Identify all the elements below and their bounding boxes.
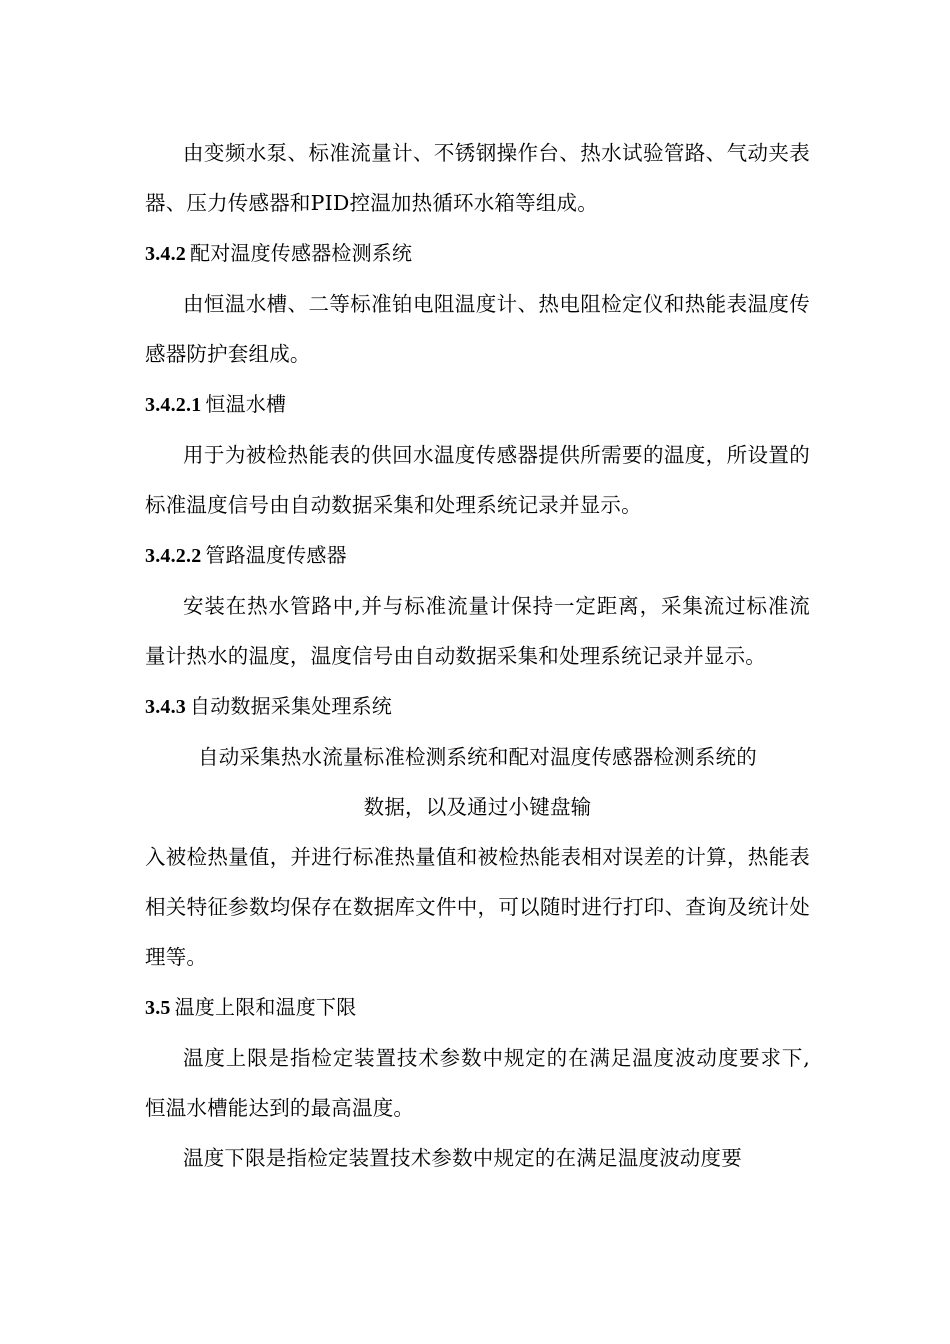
paragraph-acquisition-line-1: 自动采集热水流量标准检测系统和配对温度传感器检测系统的 (198, 745, 757, 769)
paragraph-acquisition-line-2: 数据，以及通过小键盘输 (363, 795, 592, 819)
heading-title: 温度上限和温度下限 (174, 995, 357, 1019)
heading-3-4-2-2 (145, 530, 810, 581)
heading-number: 3.4.2.1 (145, 394, 202, 416)
heading-title: 管路温度传感器 (205, 543, 347, 567)
heading-3-4-2-1 (145, 379, 810, 430)
heading-3-5 (145, 982, 810, 1033)
heading-title: 恒温水槽 (205, 392, 287, 416)
heading-number: 3.4.2 (145, 243, 186, 265)
paragraph-acquisition-rest: 入被检热量值，并进行标准热量值和被检热能表相对误差的计算，热能表相关特征参数均保存在数据库文件中，可以随时进行打印、查询及统计处理等。 (145, 845, 810, 969)
heading-3-4-3 (145, 681, 810, 732)
paragraph-lower-limit: 温度下限是指检定装置技术参数中规定的在满足温度波动度要 (183, 1146, 742, 1170)
heading-title: 配对温度传感器检测系统 (190, 241, 413, 265)
heading-number: 3.4.3 (145, 696, 186, 718)
paragraph-temp-sensor-system: 由恒温水槽、二等标准铂电阻温度计、热电阻检定仪和热能表温度传感器防护套组成。 (145, 292, 810, 366)
heading-3-4-2 (145, 228, 810, 279)
paragraph-upper-limit: 温度上限是指检定装置技术参数中规定的在满足温度波动度要求下,恒温水槽能达到的最高温度。 (145, 1046, 810, 1120)
paragraph-flow-system: 由变频水泵、标准流量计、不锈钢操作台、热水试验管路、气动夹表器、压力传感器和PID控温加热循环水箱等组成。 (145, 141, 810, 215)
document-page (145, 128, 810, 1183)
paragraph-pipe-sensor: 安装在热水管路中,并与标准流量计保持一定距离，采集流过标准流量计热水的温度，温度信号由自动数据采集和处理系统记录并显示。 (145, 594, 810, 668)
heading-number: 3.4.2.2 (145, 545, 202, 567)
heading-title: 自动数据采集处理系统 (190, 694, 392, 718)
paragraph-water-bath: 用于为被检热能表的供回水温度传感器提供所需要的温度，所设置的标准温度信号由自动数据采集和处理系统记录并显示。 (145, 443, 810, 517)
heading-number: 3.5 (145, 997, 171, 1019)
